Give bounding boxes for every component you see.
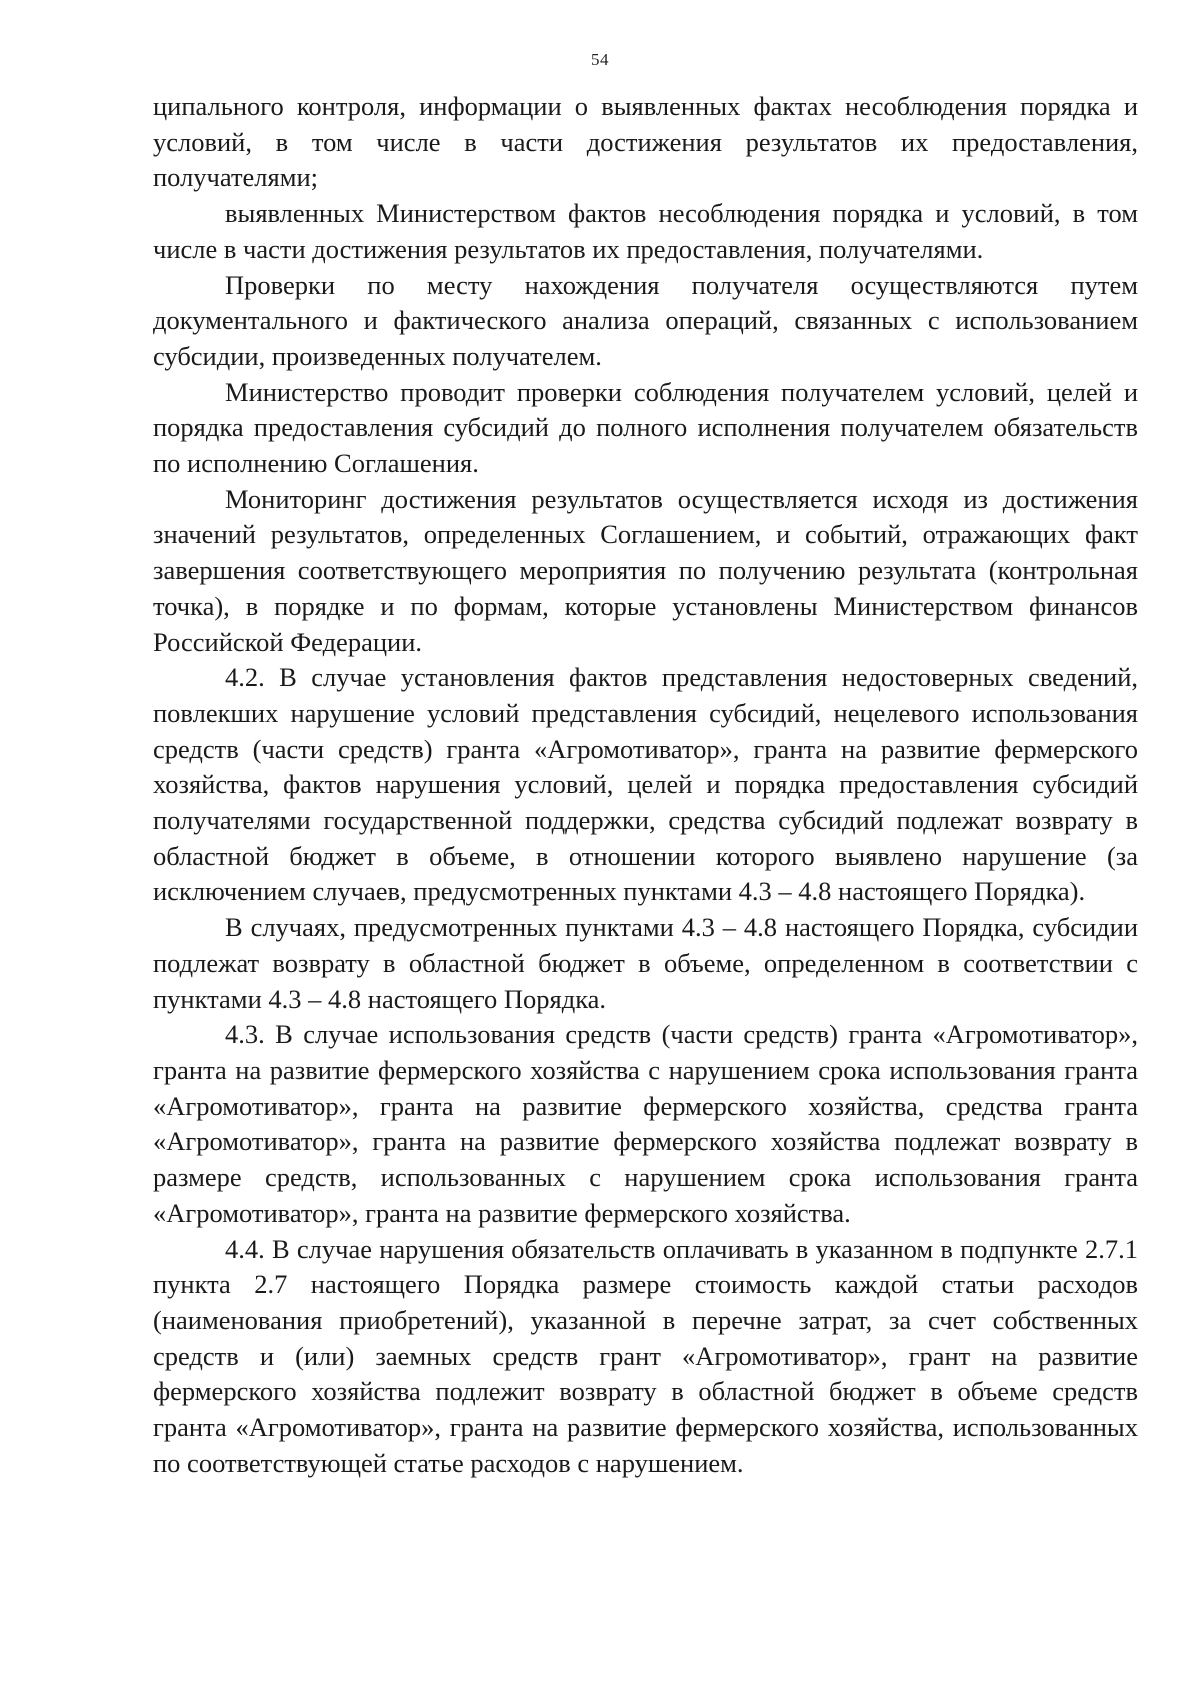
document-body (153, 89, 1138, 1481)
paragraph-4-4: 4.4. В случае нарушения обязательств оплачивать в указанном в подпункте 2.7.1 пункта 2.7 настоящего Порядка размере стоимость каждой статьи расходов (наименования приобретений), указанной в перечне затрат, за счет собственных средств и (или) заемных средств грант «Агромотиватор», грант на развитие фермерского хозяйства подлежит возврату в областной бюджет в объеме средств гранта «Агромотиватор», гранта на развитие фермерского хозяйства, использованных по соответствующей статье расходов с нарушением. (153, 1233, 1138, 1478)
page-number: 54 (591, 50, 609, 69)
paragraph-monitoring: Мониторинг достижения результатов осуществляется исходя из достижения значений результатов, определенных Соглашением, и событий, отражающих факт завершения соответствующего мероприятия по получению результата (контрольная точка), в порядке и по формам, которые установлены Министерством финансов Российской Федерации. (153, 483, 1138, 657)
paragraph-4-2: 4.2. В случае установления фактов представления недостоверных сведений, повлекших нарушение условий представления субсидий, нецелевого использования средств (части средств) гранта «Агромотиватор», гранта на развитие фермерского хозяйства, фактов нарушения условий, целей и порядка предоставления субсидий получателями государственной поддержки, средства субсидий подлежат возврату в областной бюджет в объеме, в отношении которого выявлено нарушение (за исключением случаев, предусмотренных пунктами 4.3 – 4.8 настоящего Порядка). (153, 662, 1138, 907)
paragraph-4-3: 4.3. В случае использования средств (части средств) гранта «Агромотиватор», гранта на развитие фермерского хозяйства с нарушением срока использования гранта «Агромотиватор», гранта на развитие фермерского хозяйства, средства гранта «Агромотиватор», гранта на развитие фермерского хозяйства подлежат возврату в размере средств, использованных с нарушением срока использования гранта «Агромотиватор», гранта на развитие фермерского хозяйства. (153, 1019, 1138, 1228)
paragraph-continuation: ципального контроля, информации о выявленных фактах несоблюдения порядка и условий, в том числе в части достижения результатов их предоставления, получателями; (153, 91, 1138, 193)
paragraph-on-site-checks: Проверки по месту нахождения получателя осуществляются путем документального и фактического анализа операций, связанных с использованием субсидии, произведенных получателем. (153, 269, 1138, 371)
paragraph-cases-4-3-4-8: В случаях, предусмотренных пунктами 4.3 – 4.8 настоящего Порядка, субсидии подлежат возврату в областной бюджет в объеме, определенном в соответствии с пунктами 4.3 – 4.8 настоящего Порядка. (153, 912, 1138, 1014)
paragraph-ministry-findings: выявленных Министерством фактов несоблюдения порядка и условий, в том числе в части достижения результатов их предоставления, получателями. (153, 198, 1138, 264)
paragraph-ministry-checks: Министерство проводит проверки соблюдения получателем условий, целей и порядка предоставления субсидий до полного исполнения получателем обязательств по исполнению Соглашения. (153, 376, 1138, 479)
